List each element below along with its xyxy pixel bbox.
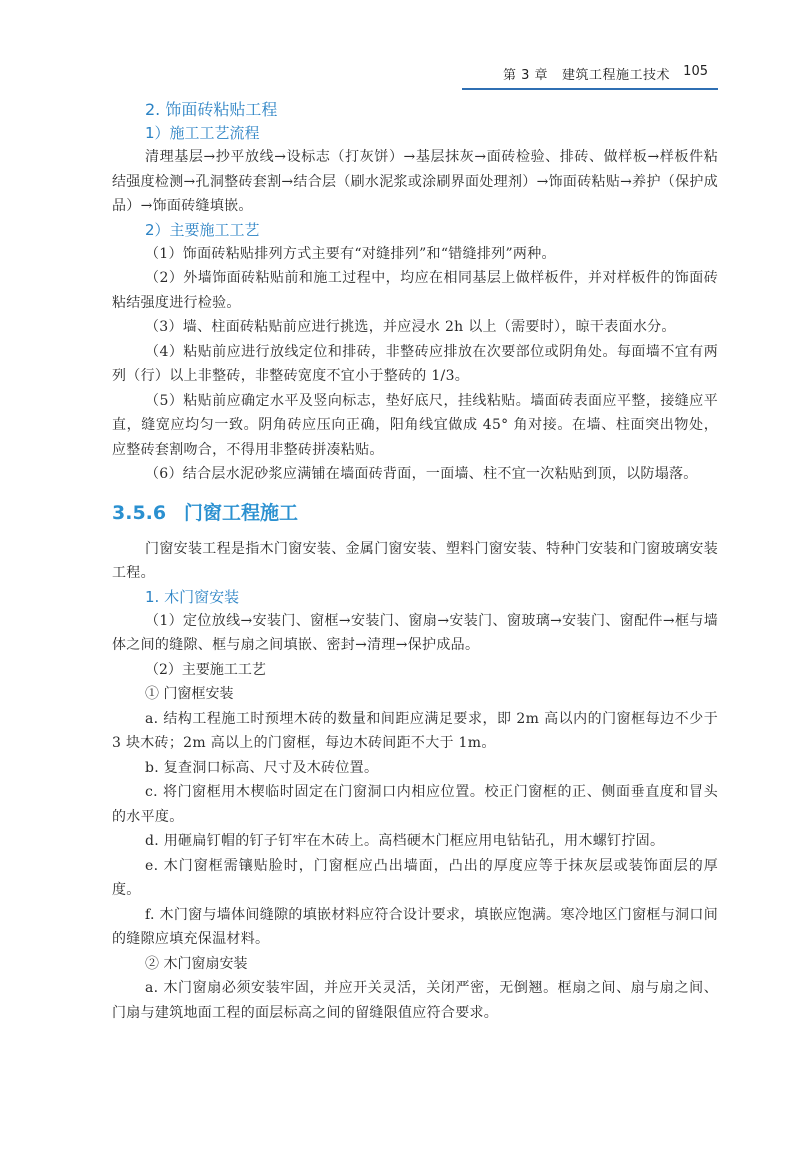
paragraph: f. 木门窗与墙体间缝隙的填嵌材料应符合设计要求，填嵌应饱满。寒冷地区门窗框与洞口间的缝隙应填充保温材料。 <box>112 906 718 947</box>
paragraph: b. 复查洞口标高、尺寸及木砖位置。 <box>145 759 379 776</box>
paragraph: e. 木门窗框需镶贴脸时，门窗框应凸出墙面，凸出的厚度应等于抹灰层或装饰面层的厚度。 <box>112 857 718 898</box>
header-rule <box>462 88 718 90</box>
section-title-text: 门窗工程施工 <box>184 501 299 524</box>
section-number: 3.5.6 <box>112 501 167 524</box>
minor-heading: 1. 木门窗安装 <box>145 587 240 606</box>
paragraph: （6）结合层水泥砂浆应满铺在墙面砖背面，一面墙、柱不宜一次粘贴到顶，以防塌落。 <box>145 466 698 482</box>
page-body <box>112 98 718 1025</box>
item-heading: ① 门窗框安装 <box>145 686 234 702</box>
paragraph: （3）墙、柱面砖粘贴前应进行挑选，并应浸水 2h 以上（需要时），晾干表面水分。 <box>145 319 676 335</box>
page-number: 105 <box>683 64 708 79</box>
subsection-heading: 2. 饰面砖粘贴工程 <box>145 100 278 119</box>
chapter-title: 建筑工程施工技术 <box>561 68 670 83</box>
paragraph: 清理基层→抄平放线→设标志（打灰饼）→基层抹灰→面砖检验、排砖、做样板→样板件粘结强度检测→孔洞整砖套割→结合层（刷水泥浆或涂刷界面处理剂）→饰面砖粘贴→养护（保护成品）→饰面砖缝填嵌。 <box>112 149 718 214</box>
minor-heading: 1）施工工艺流程 <box>145 124 260 142</box>
item-heading: （2）主要施工工艺 <box>145 661 266 678</box>
paragraph: （1）饰面砖粘贴排列方式主要有“对缝排列”和“错缝排列”两种。 <box>145 245 556 262</box>
paragraph: （2）外墙饰面砖粘贴前和施工过程中，均应在相同基层上做样板件，并对样板件的饰面砖粘结强度进行检验。 <box>112 270 718 311</box>
paragraph: c. 将门窗框用木楔临时固定在门窗洞口内相应位置。校正门窗框的正、侧面垂直度和冒头的水平度。 <box>112 784 718 825</box>
paragraph: （4）粘贴前应进行放线定位和排砖，非整砖应排放在次要部位或阴角处。每面墙不宜有两列（行）以上非整砖，非整砖宽度不宜小于整砖的 1/3。 <box>112 343 718 384</box>
item-heading: ② 木门窗扇安装 <box>145 955 248 972</box>
paragraph: d. 用砸扁钉帽的钉子钉牢在木砖上。高档硬木门框应用电钻钻孔，用木螺钉拧固。 <box>145 833 665 849</box>
paragraph: a. 木门窗扇必须安装牢固，并应开关灵活，关闭严密，无倒翘。框扇之间、扇与扇之间、门扇与建筑地面工程的面层标高之间的留缝限值应符合要求。 <box>112 980 718 1021</box>
section-heading <box>112 499 718 527</box>
minor-heading: 2）主要施工工艺 <box>145 220 260 239</box>
chapter-number: 第 3 章 <box>502 68 548 83</box>
paragraph: （1）定位放线→安装门、窗框→安装门、窗扇→安装门、窗玻璃→安装门、窗配件→框与墙体之间的缝隙、框与扇之间填嵌、密封→清理→保护成品。 <box>112 612 718 653</box>
paragraph: a. 结构工程施工时预埋木砖的数量和间距应满足要求，即 2m 高以内的门窗框每边不少于 3 块木砖；2m 高以上的门窗框，每边木砖间距不大于 1m。 <box>112 710 718 751</box>
paragraph: 门窗安装工程是指木门窗安装、金属门窗安装、塑料门窗安装、特种门安装和门窗玻璃安装工程。 <box>112 540 718 581</box>
running-header <box>0 56 800 86</box>
paragraph: （5）粘贴前应确定水平及竖向标志，垫好底尺，挂线粘贴。墙面砖表面应平整，接缝应平直，缝宽应均匀一致。阴角砖应压向正确，阳角线宜做成 45° 角对接。在墙、柱面突出物处，应整砖套割吻合，不得用非整砖拼凑粘贴。 <box>112 392 718 458</box>
chapter-label <box>503 64 670 83</box>
